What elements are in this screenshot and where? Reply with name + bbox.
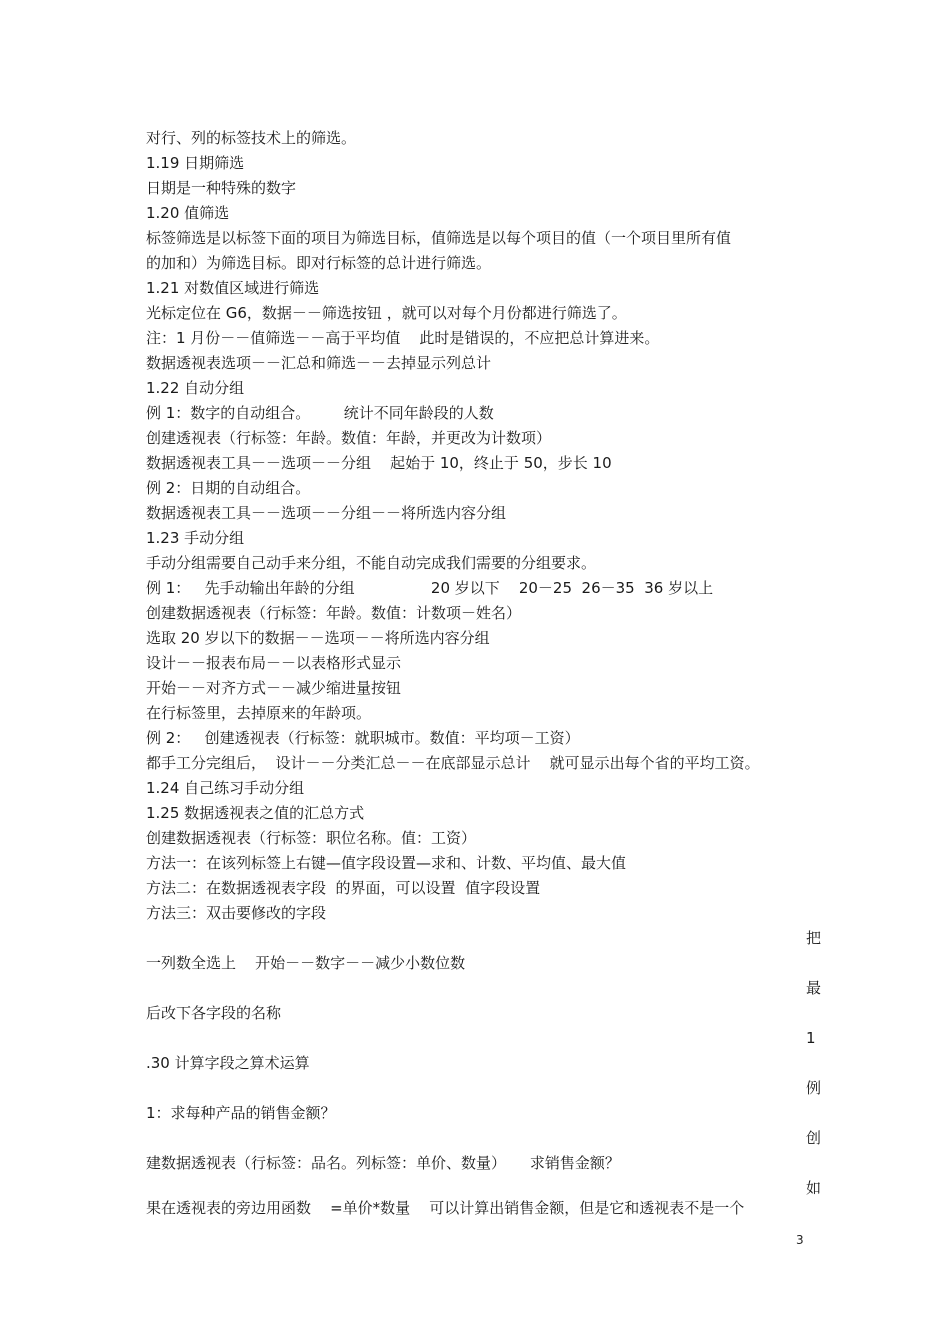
body-line: 建数据透视表（行标签：品名。列标签：单价、数量） 求销售金额？ — [146, 1154, 620, 1172]
right-margin-char: 最 — [806, 979, 822, 997]
body-line: 例 1： 先手动输出年龄的分组 20 岁以下 20－25 26－35 36 岁以上 — [146, 579, 714, 597]
body-line: 方法一：在该列标签上右键—值字段设置—求和、计数、平均值、最大值 — [146, 854, 627, 872]
body-line: 创建透视表（行标签：年龄。数值：年龄，并更改为计数项） — [146, 429, 552, 447]
section-heading: 1.25 数据透视表之值的汇总方式 — [146, 804, 365, 822]
body-line: 1：求每种产品的销售金额？ — [146, 1104, 336, 1122]
body-line: 手动分组需要自己动手来分组，不能自动完成我们需要的分组要求。 — [146, 554, 597, 572]
body-line: 果在透视表的旁边用函数 =单价*数量 可以计算出销售金额，但是它和透视表不是一个 — [146, 1199, 745, 1217]
body-line: 在行标签里，去掉原来的年龄项。 — [146, 704, 372, 722]
body-line: 方法二：在数据透视表字段 的界面，可以设置 值字段设置 — [146, 879, 541, 897]
body-line: 例 2： 创建透视表（行标签：就职城市。数值：平均项－工资） — [146, 729, 580, 747]
body-line: 对行、列的标签技术上的筛选。 — [146, 129, 357, 147]
body-line: 都手工分完组后， 设计－－分类汇总－－在底部显示总计 就可显示出每个省的平均工资。 — [146, 754, 760, 772]
body-line: 数据透视表工具－－选项－－分组－－将所选内容分组 — [146, 504, 507, 522]
section-heading: 1.24 自己练习手动分组 — [146, 779, 305, 797]
section-heading: 1.20 值筛选 — [146, 204, 230, 222]
body-line: 数据透视表工具－－选项－－分组 起始于 10，终止于 50，步长 10 — [146, 454, 612, 472]
body-line: 设计－－报表布局－－以表格形式显示 — [146, 654, 402, 672]
section-heading: 1.19 日期筛选 — [146, 154, 245, 172]
body-line: 日期是一种特殊的数字 — [146, 179, 297, 197]
body-line: 方法三：双击要修改的字段 — [146, 904, 327, 922]
body-line: 的加和）为筛选目标。即对行标签的总计进行筛选。 — [146, 254, 492, 272]
right-margin-char: 把 — [806, 929, 822, 947]
body-line: 标签筛选是以标签下面的项目为筛选目标，值筛选是以每个项目的值（一个项目里所有值 — [146, 229, 732, 247]
section-heading: 1.22 自动分组 — [146, 379, 245, 397]
body-line: 创建数据透视表（行标签：职位名称。值：工资） — [146, 829, 477, 847]
body-line: 例 1：数字的自动组合。 统计不同年龄段的人数 — [146, 404, 494, 422]
right-margin-char: 创 — [806, 1129, 822, 1147]
section-heading: 1.21 对数值区域进行筛选 — [146, 279, 320, 297]
body-line: 后改下各字段的名称 — [146, 1004, 282, 1022]
body-line: 开始－－对齐方式－－减少缩进量按钮 — [146, 679, 402, 697]
right-margin-char: 1 — [806, 1029, 816, 1047]
body-line: 例 2：日期的自动组合。 — [146, 479, 311, 497]
body-line: .30 计算字段之算术运算 — [146, 1054, 310, 1072]
body-line: 选取 20 岁以下的数据－－选项－－将所选内容分组 — [146, 629, 490, 647]
body-line: 光标定位在 G6，数据－－筛选按钮 ，就可以对每个月份都进行筛选了。 — [146, 304, 627, 322]
right-margin-char: 如 — [806, 1179, 822, 1197]
body-line: 数据透视表选项－－汇总和筛选－－去掉显示列总计 — [146, 354, 492, 372]
body-line: 注：1 月份－－值筛选－－高于平均值 此时是错误的，不应把总计算进来。 — [146, 329, 660, 347]
page-number: 3 — [796, 1233, 804, 1247]
section-heading: 1.23 手动分组 — [146, 529, 245, 547]
right-margin-char: 例 — [806, 1079, 822, 1097]
body-line: 创建数据透视表（行标签：年龄。数值：计数项－姓名） — [146, 604, 522, 622]
body-line: 一列数全选上 开始－－数字－－减少小数位数 — [146, 954, 466, 972]
